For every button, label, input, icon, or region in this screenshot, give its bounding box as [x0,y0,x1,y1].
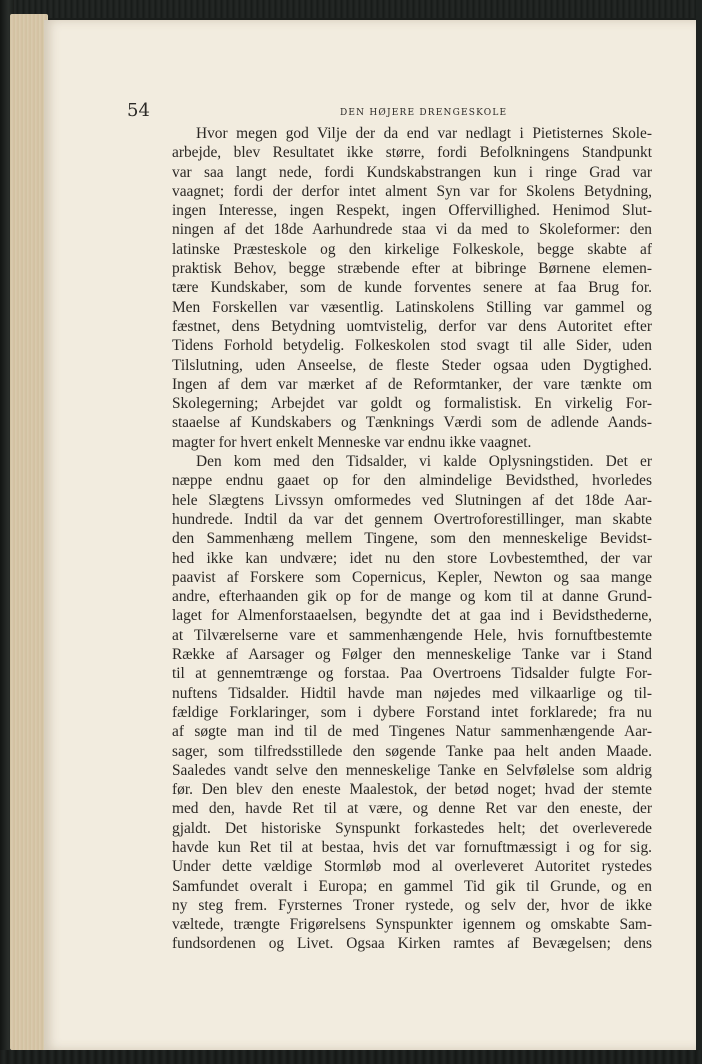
text-line: den Sammenhæng mellem Tingene, som den menneskelige Bevidst- [172,530,652,548]
text-line: Tilslutning, uden Anseelse, de fleste Steder ogsaa uden Dygtighed. [172,356,652,374]
text-line: Skolegerning; Arbejdet var goldt og formalistisk. En virkelig For- [172,395,652,413]
text-line: næppe endnu gaaet op for den almindelige Bevidsthed, hvorledes [172,472,652,490]
text-line: Den kom med den Tidsalder, vi kalde Oplysningstiden. Det er [196,453,652,471]
text-line: Tidens Forhold betydelig. Folkeskolen stod svagt til alle Sider, uden [172,337,652,355]
text-line: med den, havde Ret til at være, og denne Ret var den eneste, der [172,800,652,818]
text-line: Række af Aarsager og Følger den menneskelige Tanke var i Stand [172,646,652,664]
text-line: Samfundet overalt i Europa; en gammel Tid gik til Grunde, og en [172,877,652,895]
text-line: paavist af Forskere som Copernicus, Kepler, Newton og saa mange [172,568,652,586]
text-line: nuftens Tidsalder. Hidtil havde man nøjedes med vilkaarlige og til- [172,684,652,702]
text-line: fæstnet, dens Betydning uomtvistelig, derfor var dens Autoritet efter [172,317,652,335]
text-line: ningen af det 18de Aarhundrede staa vi da med to Skoleformer: den [172,221,652,239]
text-line: hed ikke kan undvære; idet nu den store Lovbestemthed, der var [172,549,652,567]
book-binding-top [0,0,702,18]
text-line: hundrede. Indtil da var det gennem Overtroforestillinger, man skabte [172,510,652,528]
text-line: ingen Interesse, ingen Respekt, ingen Offervillighed. Henimod Slut- [172,202,652,220]
text-line: vaagnet; fordi der derfor intet alment Syn var for Skolens Betydning, [172,182,652,200]
text-line: til at gennemtrænge og forstaa. Paa Overtroens Tidsalder fulgte For- [172,665,652,683]
text-line: gjaldt. Det historiske Synspunkt forkastedes helt; det overleverede [172,819,652,837]
text-line: af søgte man ind til de med Tingenes Natur sammenhængende Aar- [172,723,652,741]
text-line: arbejde, blev Resultatet ikke større, fordi Befolkningens Standpunkt [172,144,652,162]
text-line: Ingen af dem var mærket af de Reformtanker, der vare tænkte om [172,375,652,393]
text-line: tære Kundskaber, som de kunde forventes senere at faa Brug for. [172,279,652,297]
text-line: havde kun Ret til at bestaa, hvis det var fornuftmæssigt i og for sig. [172,838,652,856]
book-binding-right [696,0,702,1064]
page-number: 54 [127,100,150,121]
text-line: Hvor megen god Vilje der da end var nedlagt i Pietisternes Skole- [196,125,652,142]
text-line: væltede, trængte Frigørelsens Synspunkter igennem og omskabte Sam- [172,916,652,934]
text-line: før. Den blev den eneste Maalestok, der betød noget; hvad der stemte [172,781,652,799]
page-edges [10,14,48,1050]
text-line: fældige Forklaringer, som i dybere Forstand intet forklarede; fra nu [172,703,652,721]
text-line: sager, som tilfredsstillede den søgende Tanke paa helt anden Maade. [172,742,652,760]
text-line: latinske Præsteskole og den kirkelige Folkeskole, begge skabte af [172,240,652,258]
text-line: hele Slægtens Livssyn omformedes ved Slutningen af det 18de Aar- [172,491,652,509]
running-head: DEN HØJERE DRENGESKOLE [340,108,508,118]
text-line: Saaledes vandt selve den menneskelige Tanke en Selvfølelse som aldrig [172,761,652,779]
text-line: Under dette vældige Stormløb mod al overleveret Autoritet rystedes [172,858,652,876]
text-line: Men Forskellen var væsentlig. Latinskolens Stilling var gammel og [172,298,652,316]
text-line: at Tilværelserne vare et sammenhængende Hele, hvis fornuftbestemte [172,626,652,644]
body-text [172,124,652,954]
text-line: staaelse af Kundskabers og Tænknings Værdi som de adlende Aands- [172,414,652,432]
text-line: andre, efterhaanden gik op for de mange og kom til at danne Grund- [172,588,652,606]
text-line: magter for hvert enkelt Menneske var endnu ikke vaagnet. [172,433,532,451]
text-line: laget for Almenforstaaelsen, begyndte det at gaa ind i Bevidsthederne, [172,607,652,625]
text-line: fundsordenen og Livet. Ogsaa Kirken ramtes af Bevægelsen; dens [172,935,652,953]
text-line: var saa langt nede, fordi Kundskabstrangen kun i ringe Grad var [172,163,652,181]
text-line: ny steg frem. Fyrsternes Troner rystede, og selv der, hvor de ikke [172,896,652,914]
text-line: praktisk Behov, begge stræbende efter at bibringe Børnene elemen- [172,260,652,278]
book-binding-bottom [0,1050,702,1064]
